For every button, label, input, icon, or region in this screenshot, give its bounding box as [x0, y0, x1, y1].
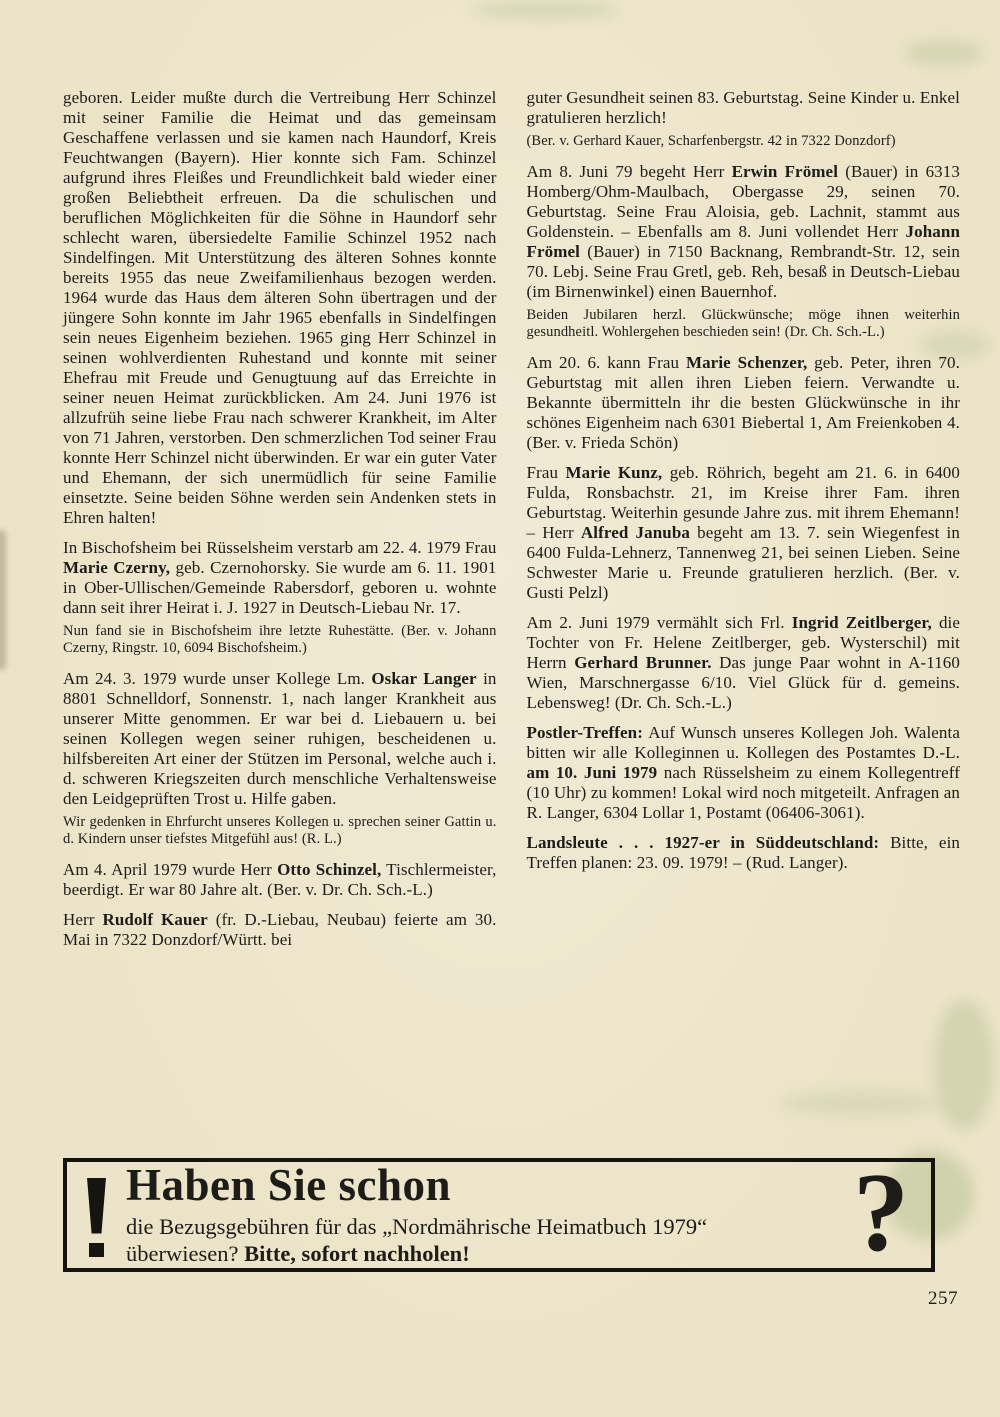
paragraph: Frau Marie Kunz, geb. Röhrich, begeht am 21. 6. in 6400 Fulda, Ronsbachstr. 21, im Kreise ihrer Fam. ihren Geburtstag. Weiterhin gesunde Jahre zus. mit ihrem Ehemann! – Herr Alfred Januba begeht am 13. 7. sein Wiegenfest in 6400 Fulda-Lehnerz, Tannenweg 21, bei seinen Lieben. Seine Schwester Marie u. Freunde gratulieren herzlich. (Ber. v. Gusti Pelzl) — [526, 463, 960, 602]
exclamation-bar — [87, 1178, 106, 1234]
paragraph: Am 8. Juni 79 begeht Herr Erwin Frömel (Bauer) in 6313 Homberg/Ohm-Maulbach, Obergasse 29, seinen 70. Geburtstag. Seine Frau Aloisia, geb. Lachnit, stammt aus Goldenstein. – Ebenfalls am 8. Juni vollendet Herr Johann Frömel (Bauer) in 7150 Backnang, Rembrandt-Str. 12, sein 70. Lebj. Seine Frau Gretl, geb. Reh, besaß in Deutsch-Liebau (im Birnenwinkel) einen Bauernhof. — [526, 162, 960, 301]
paragraph: Wir gedenken in Ehrfurcht unseres Kollegen u. sprechen seiner Gattin u. d. Kindern unser tiefstes Mitgefühl aus! (R. L.) — [63, 814, 497, 847]
banner-line-2-normal: überwiesen? — [126, 1241, 245, 1267]
paragraph: Beiden Jubilaren herzl. Glückwünsche; möge ihnen weiterhin gesundheitl. Wohlergehen beschieden sein! (Dr. Ch. Sch.-L.) — [526, 307, 960, 340]
exclamation-icon — [87, 1178, 106, 1257]
banner-text — [126, 1162, 833, 1267]
exclamation-dot — [89, 1243, 104, 1257]
scan-artifact — [934, 1000, 994, 1130]
paragraph: (Ber. v. Gerhard Kauer, Scharfenbergstr. 42 in 7322 Donzdorf) — [526, 133, 896, 149]
paragraph: Am 4. April 1979 wurde Herr Otto Schinzel, Tischlermeister, beerdigt. Er war 80 Jahre alt. (Ber. v. Dr. Ch. Sch.-L.) — [63, 860, 497, 899]
reminder-banner — [63, 1150, 935, 1275]
scan-artifact — [470, 2, 620, 18]
paragraph: Am 2. Juni 1979 vermählt sich Frl. Ingrid Zeitlberger, die Tochter von Fr. Helene Zeitlberger, geb. Wysterschil) mit Herrn Gerhard Brunner. Das junge Paar wohnt in A-1160 Wien, Marschnergasse 6/10. Viel Glück für d. gemeins. Lebensweg! (Dr. Ch. Sch.-L.) — [526, 613, 961, 712]
paragraph: In Bischofsheim bei Rüsselsheim verstarb am 22. 4. 1979 Frau Marie Czerny, geb. Czernohorsky. Sie wurde am 6. 11. 1901 in Ober-Ullischen/Gemeinde Rabersdorf, geboren u. wohnte dann seit ihrer Heirat i. J. 1927 in Deutsch-Liebau Nr. 17. — [63, 538, 497, 617]
paragraph: Postler-Treffen: Auf Wunsch unseres Kollegen Joh. Walenta bitten wir alle Kolleginnen u. Kollegen des Postamtes D.-L. am 10. Juni 1979 nach Rüsselsheim zu einem Kollegentreff (10 Uhr) zu kommen! Lokal wird noch mitgeteilt. Anfragen an R. Langer, 6304 Lollar 1, Postamt (06406-3061). — [526, 723, 960, 822]
paragraph: Am 24. 3. 1979 wurde unser Kollege Lm. Oskar Langer in 8801 Schnelldorf, Sonnenstr. 1, nach langer Krankheit aus unserer Mitte genommen. Er war bei d. Liebauern u. bei seinen Kollegen wegen seiner ruhigen, bescheidenen u. hilfsbereiten Art einer der Stützen im Personal, welche auch i. d. schweren Kriegszeiten durch menschliche Verhaltensweise den Leidgeprüften Trost u. Hilfe gaben. — [63, 669, 497, 808]
text-columns — [63, 88, 960, 960]
left-column — [63, 88, 497, 960]
banner-line-1: die Bezugsgebühren für das „Nordmährische Heimatbuch 1979“ — [126, 1213, 708, 1239]
question-mark-icon: ? — [853, 1150, 909, 1275]
scan-artifact — [0, 530, 6, 670]
paragraph: guter Gesundheit seinen 83. Geburtstag. Seine Kinder u. Enkel gratulieren herzlich! — [526, 88, 960, 127]
right-column — [527, 88, 961, 960]
scan-artifact — [904, 40, 984, 66]
banner-line-2-bold: Bitte, sofort nachholen! — [244, 1241, 470, 1267]
scan-artifact — [780, 1090, 940, 1116]
banner-line-2 — [126, 1240, 833, 1267]
paragraph: Am 20. 6. kann Frau Marie Schenzer, geb. Peter, ihren 70. Geburtstag mit allen ihren Lieben feiern. Verwandte u. Bekannte übermitteln ihr die besten Glückwünsche in ihr schönes Eigenheim nach 6301 Biebertal 1, Am Freienkoben 4. (Ber. v. Frieda Schön) — [526, 353, 960, 452]
paragraph: geboren. Leider mußte durch die Vertreibung Herr Schinzel mit seiner Familie die Heimat und das gemeinsam Geschaffene verlassen und sie kamen nach Haundorf, Kreis Feuchtwangen (Bayern). Hier konnte sich Fam. Schinzel aufgrund ihres Fleißes und Freundlichkeit bald wieder einer großen Beliebtheit erfreuen. Da die schulischen und beruflichen Möglichkeiten für die Söhne in Haundorf sehr schlecht waren, übersiedelte Familie Schinzel 1952 nach Sindelfingen. Mit Unterstützung des älteren Sohnes konnte bereits 1955 das neue Zweifamilienhaus bezogen werden. 1964 wurde das Haus dem älteren Sohn übertragen und der jüngere Sohn konnte im Jahr 1965 ebenfalls in Sindelfingen sein neues Eigenheim beziehen. 1965 ging Herr Schinzel in seinen wohlverdienten Ruhestand und konnte mit seiner Ehefrau mit Freude und Genugtuung auf das Erreichte in seiner neuen Heimat zurückblicken. Am 24. Juni 1976 ist allzufrüh seine liebe Frau nach schwerer Krankheit, im Alter von 71 Jahren, verstorben. Den schmerzlichen Tod seiner Frau konnte Herr Schinzel nicht überwinden. Er war ein guter Vater und Ehemann, der sich unermüdlich für seine Familie einsetzte. Seine beiden Söhne werden sein Andenken stets in Ehren halten! — [63, 88, 497, 527]
banner-title: Haben Sie schon — [126, 1160, 452, 1211]
paragraph: Nun fand sie in Bischofsheim ihre letzte Ruhestätte. (Ber. v. Johann Czerny, Ringstr. 10, 6094 Bischofsheim.) — [63, 623, 497, 656]
paragraph: Herr Rudolf Kauer (fr. D.-Liebau, Neubau) feierte am 30. Mai in 7322 Donzdorf/Württ. bei — [63, 910, 497, 949]
page-number: 257 — [928, 1288, 958, 1309]
paragraph: Landsleute . . . 1927-er in Süddeutschland: Bitte, ein Treffen planen: 23. 09. 1979! – (Rud. Langer). — [526, 833, 960, 872]
